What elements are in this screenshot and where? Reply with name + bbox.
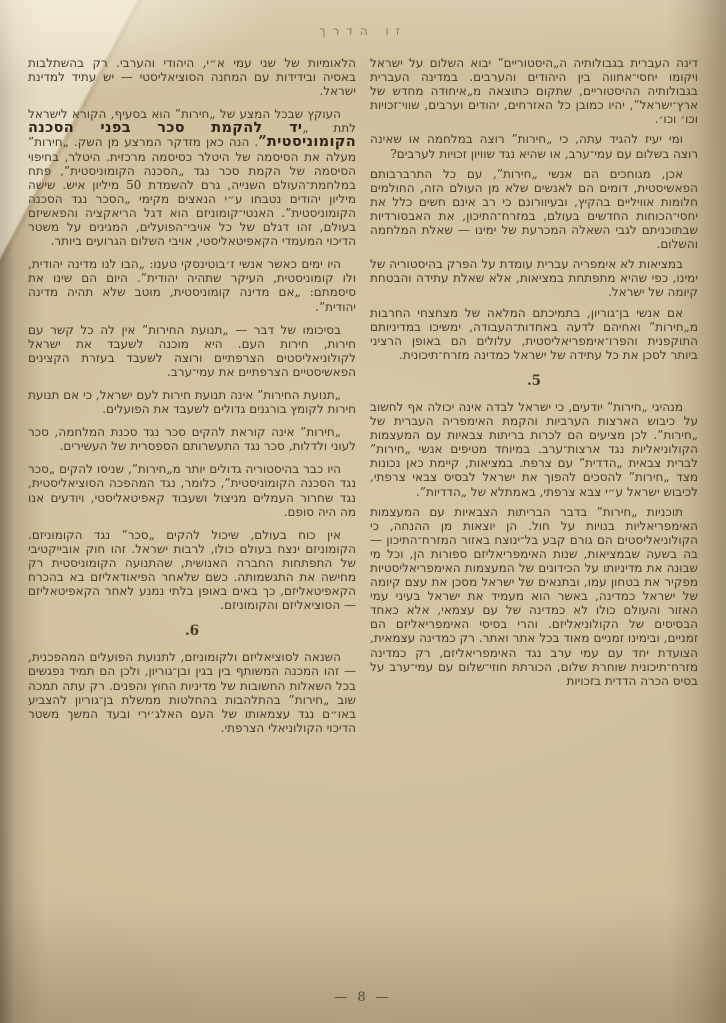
- column-right: [370, 56, 698, 744]
- column-left: [28, 56, 356, 744]
- section-number-5: .5: [526, 372, 542, 389]
- paragraph: היו ימים כאשר אנשי ז׳בוטינסקי טענו: „הבו לנו מדינה יהודית, ולו קומוניסטית, העיקר שתהיה יהודית”. היום הם שינו את סיסמתם: „אם מדינה קומוניסטית, מוטב שלא תהיה מדינה יהודית”.: [28, 257, 356, 314]
- paragraph: השנאה לסוציאליזם ולקומוניזם, לתנועת הפועלים המהפכנית, — זהו המכנה המשותף בין בגין ובן־גוריון, ולכן הם תמיד נפגשים בכל השאלות החשובות של מדיניות החוץ והפנים. רק עתה תמכה שוב „חירות” בהתלהבות בהחלטות ממשלת בן־גוריון להצביע באו״ם נגד עצמאותו של העם האלג׳ירי ובעד המשך משטר הדיכוי הקולוניאלי הצרפתי.: [28, 650, 356, 735]
- paragraph: „חירות” אינה קוראת להקים סכר נגד סכנת המלחמה, סכר לעוני ולדלות, סכר נגד התעשרותם הספסרית של העשירים.: [28, 425, 356, 454]
- paragraph-platform: [28, 107, 356, 248]
- platform-emphasis-text: יד להקמת סכר בפני הסכנה הקומוניסטית”: [28, 119, 356, 151]
- text-columns: [28, 56, 698, 744]
- paragraph: אכן, מגוחכים הם אנשי „חירות”, עם כל התרברבותם הפאשיסטית, דומים הם לאנשים שלא מן העולם הזה, החולמים חלומות אוויליים בהקיץ, ובעיוורונם כי רב אינם חשים כלל את יחסי־הכוחות החדשים בעולם, במזרח־התיכון, את האבסורדיות שבתוכניתם לגבי השאלה המכרעת של ימינו — שאלת המלחמה והשלום.: [370, 166, 698, 252]
- paragraph: ומי יעיז להגיד עתה, כי „חירות” רוצה במלחמה או שאינה רוצה בשלום עם עמי־ערב, או שהיא נגד שוויון זכויות לערבים?: [370, 132, 698, 161]
- paragraph: במציאות לא אימפריה עברית עומדת על הפרק בהיסטוריה של ימינו, כפי שהיא מתפתחת במציאות, אלא שאלת עתידה והבטחת קיומה של ישראל.: [370, 257, 698, 300]
- paragraph: תוכניות „חירות” בדבר הבריתות הצבאיות עם המעצמות האימפריאליות בנויות על חול. הן יוצאות מן ההנחה, כי הקולוניאליסטים הם גורם קבע בל־ינוצח באזור המזרח־התיכון — בה בשעה שבמציאות, שנות האימפריאליזם ספורות הן, וכל מי שבונה את מדיניותו על הכידונים של המעצמות האימפריאליסטיות מפקיר את בטחון עמו, ובתנאים של ישראל מסכן את עצם קיומה של ישראל כמדינה, באשר הוא מעמיד את ישראל בעיני עמי האזור והעולם כולו לא כמדינה של עם עצמאי, אלא כאחד הבסיסים של הקולוניאליזם. והרי בסיסי האימפריאליזם הם זמניים, ובימינו זמניים מאוד בכל אתר ואתר. רק כמדינה עצמאית, הצועדת יחד עם עמי ערב נגד האימפריאליזם, רק כמדינה מזרח־תיכונית שוחרת שלום, הכורתת חוזי־שלום עם עמי־ערב על בסיס הכרה הדדית בזכויות: [370, 504, 698, 688]
- journal-title: זו הדרך: [319, 24, 407, 38]
- paragraph: דינה העברית בגבולותיה ה„היסטוריים” יבוא השלום על ישראל ויקומו יחסי־אחווה בין היהודים והערבים. במדינה העברית בגבולותיה ההיסטוריים, שתקום כתוצאה מ„איחודה מחדש של ארץ־ישראל”, יהיו כמובן כל האזרחים, יהודים וערבים, שווי־זכויות וכו׳ וכו׳.: [370, 56, 698, 127]
- paragraph: בסיכומו של דבר — „תנועת החירות” אין לה כל קשר עם חירות, חירות העם. היא מוכנה לשעבד את ישראל לקולוניאליסטים הצרפתיים ורוצה לשעבד בעזרת הקצינים הפאשיסטיים הצרפתיים את עמי־ערב.: [28, 322, 356, 379]
- platform-post-text: . הנה כאן מזדקר המרצע מן השק. „חירות” מעלה את הסיסמה של היטלר כסיסמה מרכזית. היטלר, בחיפוי הסיסמה של הקמת סכר נגד „הסכנה הקומוניסטית”, פתח במלחמת־העולם השנייה, גרם להשמדת 50 מיליון איש. שישה מיליון יהודים נטבחו ע״י הנאצים מקימי „הסכר נגד הסכנה הקומוניסטית”. האנטי־קומוניזם הוא דגל הריאקציה והפאשיזם בעולם, זהו דגלם של כל אויבי־הפועלים, המגינים על משטר הדיכוי המעמדי הקאפיטאליסטי, אויבי השלום הגרועים ביותר.: [28, 135, 356, 249]
- paragraph: היו כבר בהיסטוריה גדולים יותר מ„חירות”, שניסו להקים „סכר נגד הסכנה הקומוניסטית”, כלומר, נגד המהפכה הסוציאליסטית, נגד שחרור העמלים מניצול ושעבוד קאפיטאליסטי, ויודעים אנו מה היה סופם.: [28, 462, 356, 519]
- paragraph: הלאומיות של שני עמי א״י, היהודי והערבי. רק בהשתלבות באסיה ובידידות עם המחנה הסוציאליסטי — יש עתיד למדינת ישראל.: [28, 56, 356, 99]
- page-number: — 8 —: [334, 990, 392, 1005]
- paragraph: אם אנשי בן־גוריון, בתמיכתם המלאה של מצחצחי החרבות מ„חירות” ואחיהם לדעה באחדות־העבודה, ימשיכו במדיניותם התוקפנית והפרו־אימפריאליסטית, עלולים הם באופן הרציני ביותר לסכן את כל עתידה של ישראל כמדינה מזרח־תיכונית.: [370, 305, 698, 362]
- paragraph: מנהיגי „חירות” יודעים, כי ישראל לבדה אינה יכולה אף לחשוב על כיבוש הארצות הערביות והקמת האימפריה העברית של „חירות”. לכן מציעים הם לכרות בריתות צבאיות עם המעצמות הקולוניאליות נגד ארצות־ערב. במיוחד מטיפים אנשי „חירות” לברית צבאית „הדדית” עם צרפת. במציאות, קיימת כאן נכונות מצד „חירות” להסכים להפוך את ישראל לבסיס צבאי צרפתי, לכיבוש ישראל ע״י צבא צרפתי, באמתלא של „הדדיות”.: [370, 399, 698, 499]
- platform-pre-text: העוקץ שבכל המצע של „חירות” הוא בסעיף, הקורא לישראל לתת „: [28, 107, 357, 136]
- section-number-6: .6: [184, 623, 200, 640]
- paragraph: „תנועת החירות” אינה תנועת חירות לעם ישראל, כי אם תנועת חירות לקומץ בורגנים גדולים לשעבד את הפועלים.: [28, 387, 356, 417]
- paragraph: אין כוח בעולם, שיכול להקים „סכר” נגד הקומוניזם. הקומוניזם ינצח בעולם כולו, לרבות ישראל. זהו חוק אובייקטיבי של התפתחות החברה האנושית, שהתנועה הקומוניסטית רק מחישה את התגשמותה. כשם שלאחר הפיאודאליזם בא בהכרח הקאפיטאליזם, כך באים באופן בלתי נמנע לאחר הקאפיטאליזם — הסוציאליזם והקומוניזם.: [28, 527, 356, 613]
